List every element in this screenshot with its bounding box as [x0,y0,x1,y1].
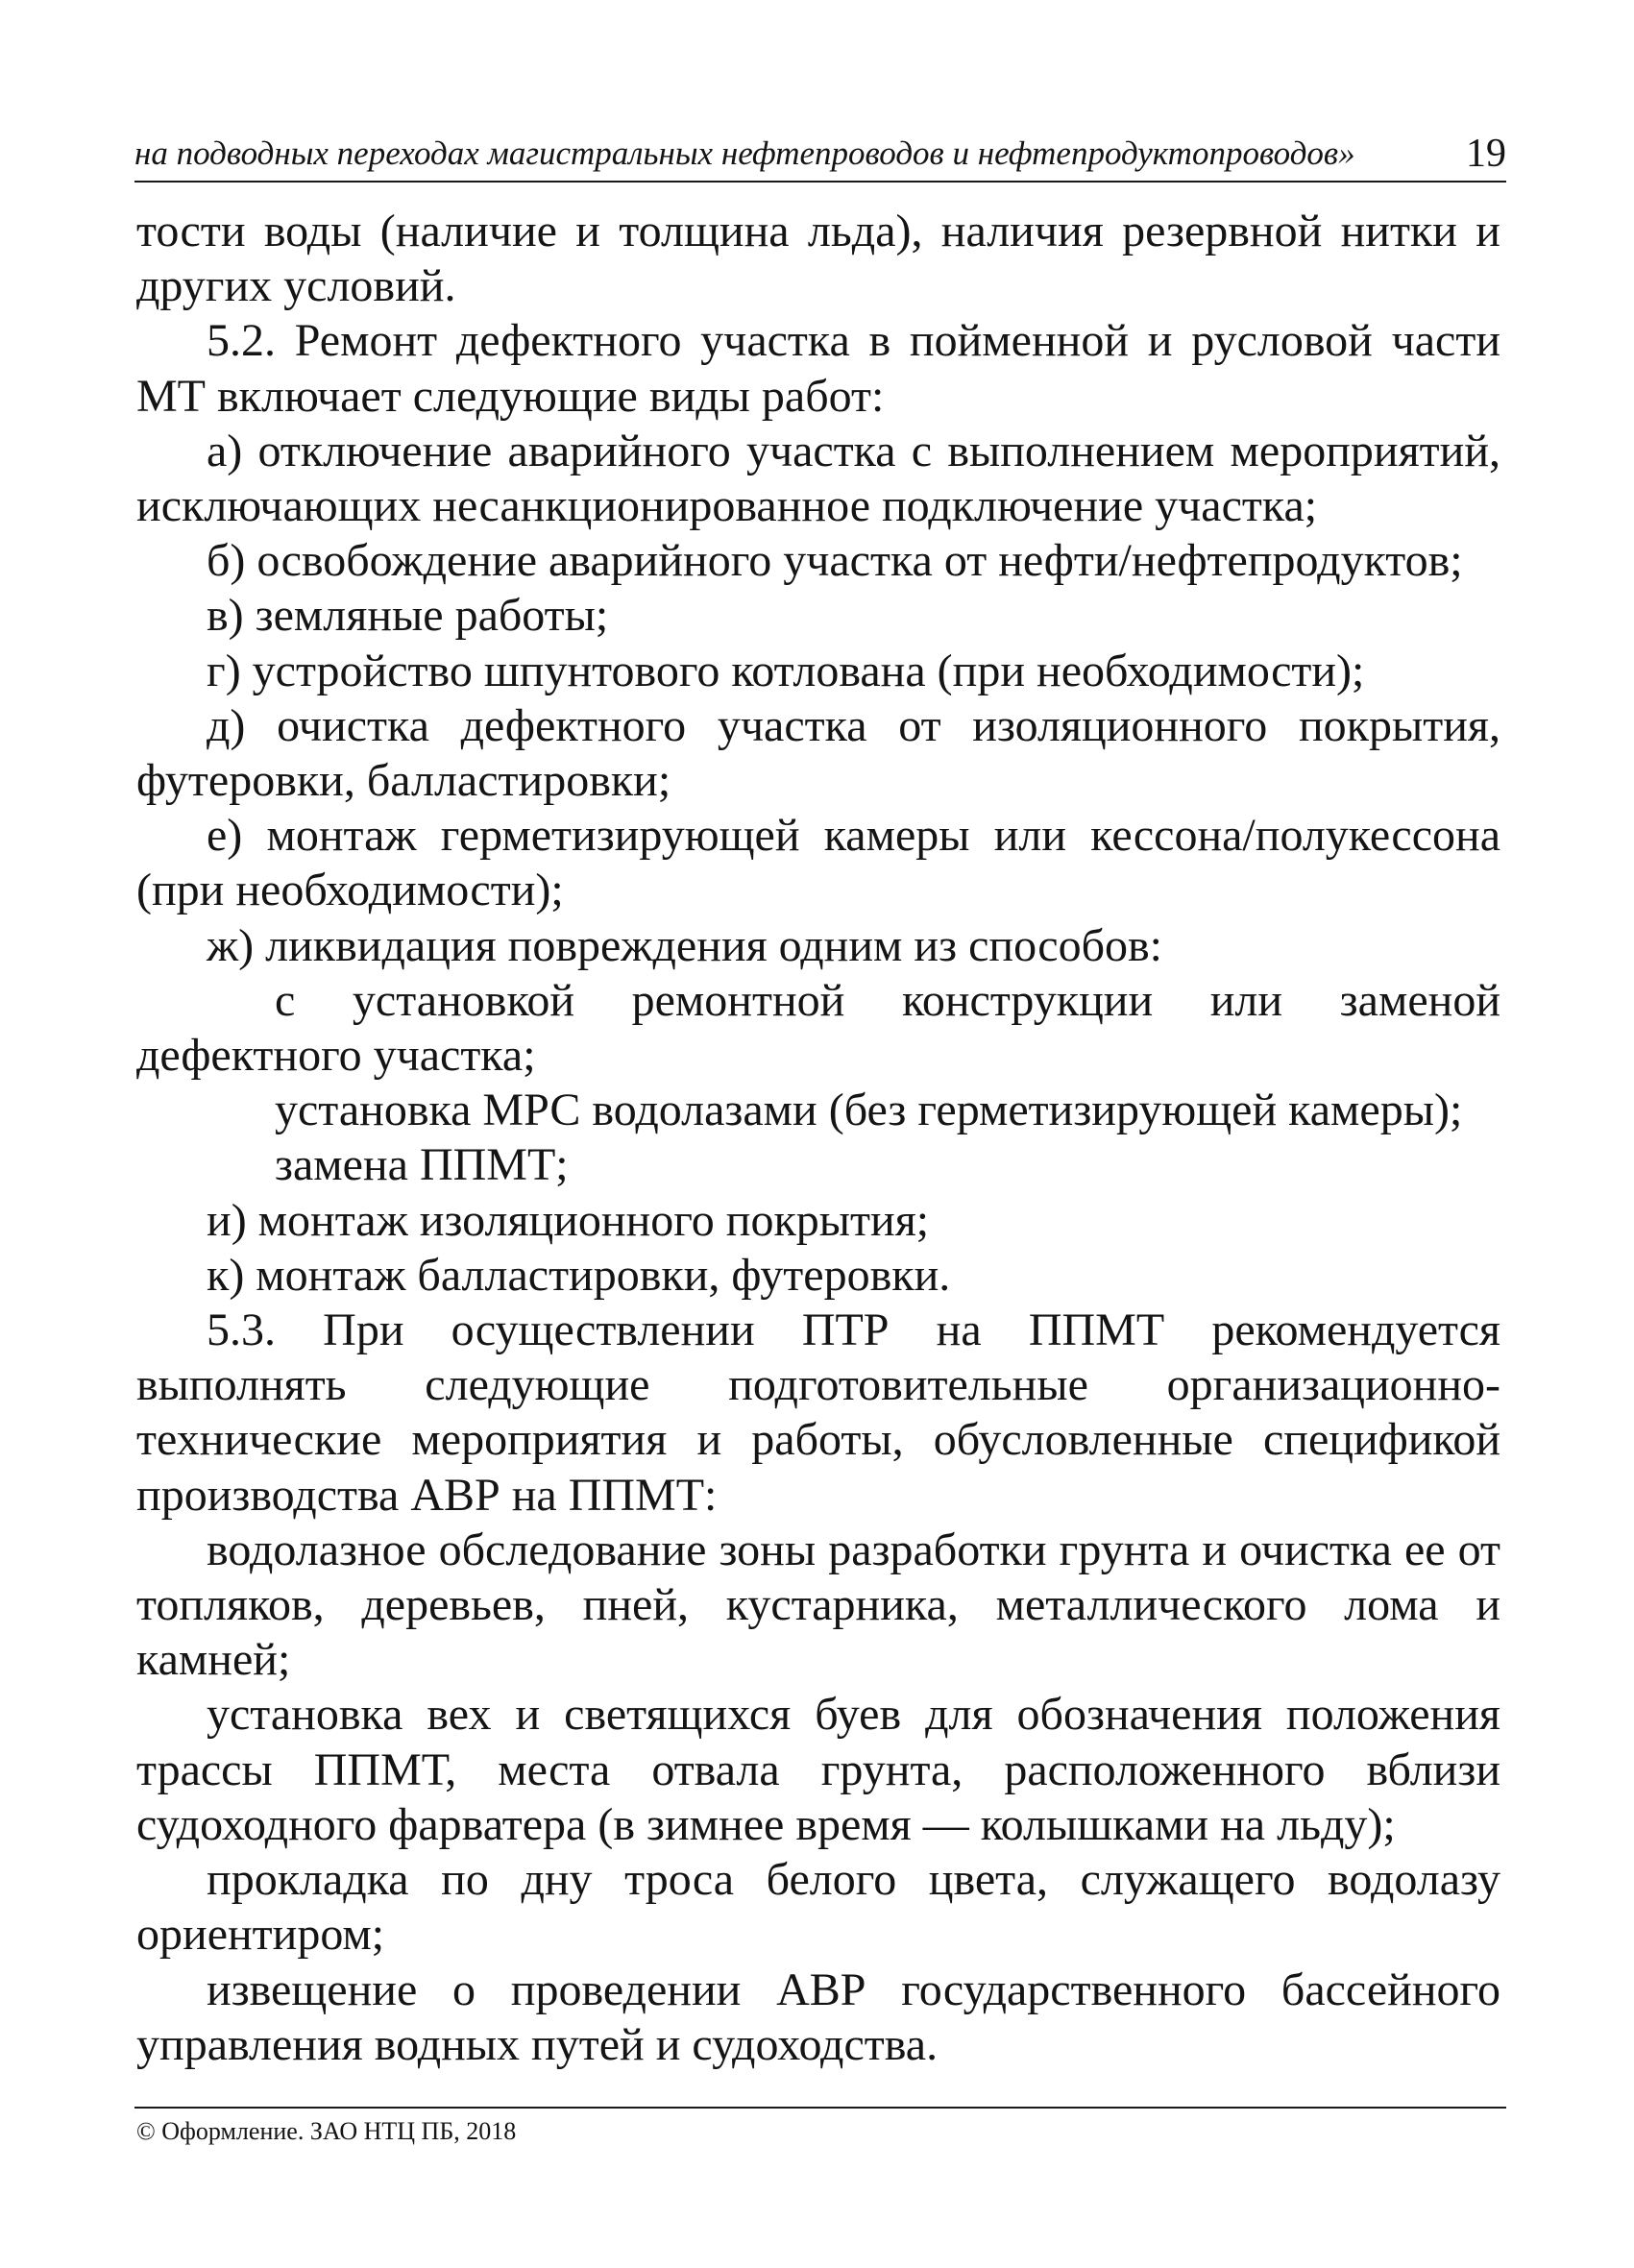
footer-copyright: © Оформление. ЗАО НТЦ ПБ, 2018 [136,2117,517,2145]
page-number: 19 [1466,132,1506,176]
list-item-b: б) освобождение аварийного участка от нефти/нефтепродуктов; [207,535,1463,587]
sub-item-replace-ppmt: замена ППМТ; [275,1139,569,1191]
page-header [134,123,1506,183]
page-body [136,204,1500,2072]
list-item-i: и) монтаж изоляционного покрытия; [207,1194,930,1246]
measure-guide-rope: прокладка по дну троса белого цвета, служащего водолазу ориентиром; [136,1854,1500,1961]
list-item-d: д) очистка дефектного участка от изоляционного покрытия, футеровки, балластировки; [136,699,1500,807]
list-item-zh: ж) ликвидация повреждения одним из способов: [207,919,1162,971]
paragraph-5-3: 5.3. При осуществлении ПТР на ППМТ рекомендуется выполнять следующие подготовительные организационно-технические мероприятия и работы, обусловленные спецификой производства АВР на ППМТ: [136,1305,1500,1521]
measure-buoys: установка вех и светящихся буев для обозначения положения трассы ППМТ, места отвала грунта, расположенного вблизи судоходного фарватера (в зимнее время — колышками на льду); [136,1689,1500,1850]
measure-diving-survey: водолазное обследование зоны разработки грунта и очистка ее от топляков, деревьев, пней, кустарника, металлического лома и камней; [136,1524,1500,1686]
list-item-k: к) монтаж балластировки, футеровки. [207,1249,951,1301]
running-title: на подводных переходах магистральных нефтепроводов и нефтепродуктопроводов» [134,134,1355,172]
sub-item-repair-construction: с установкой ремонтной конструкции или заменой дефектного участка; [136,974,1500,1082]
list-item-g: г) устройство шпунтового котлована (при необходимости); [207,645,1365,696]
list-item-e: е) монтаж герметизирующей камеры или кессона/полукессона (при необходимости); [136,810,1500,916]
paragraph-continuation: тости воды (наличие и толщина льда), наличия резервной нитки и других условий. [136,206,1500,312]
list-item-v: в) земляные работы; [207,590,609,642]
footer-divider [134,2107,1506,2109]
paragraph-5-2: 5.2. Ремонт дефектного участка в пойменной и русловой части МТ включает следующие виды работ: [136,315,1500,422]
measure-notification: извещение о проведении АВР государственного бассейного управления водных путей и судоходства. [136,1963,1500,2070]
list-item-a: а) отключение аварийного участка с выполнением мероприятий, исключающих несанкционированное подключение участка; [136,425,1500,532]
sub-item-mrs-divers: установка МРС водолазами (без герметизирующей камеры); [275,1085,1463,1136]
